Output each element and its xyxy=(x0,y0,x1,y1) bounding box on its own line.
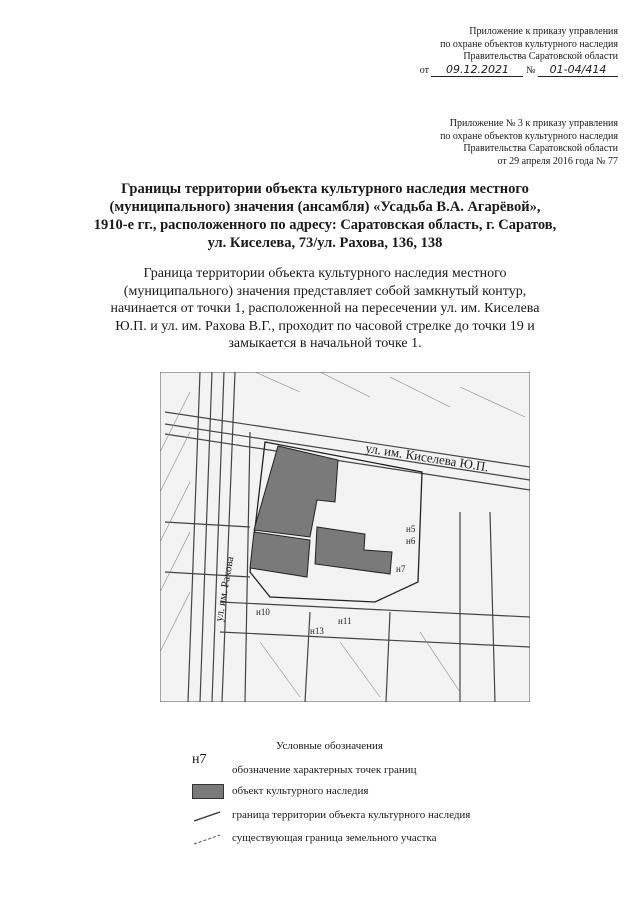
legend-item-territory-boundary xyxy=(192,806,592,824)
header-annex-line4: от 29 апреля 2016 года № 77 xyxy=(497,155,618,167)
legend-label: обозначение характерных точек границ xyxy=(232,764,417,776)
intro-line: замыкается в начальной точке 1. xyxy=(228,336,422,351)
intro-line: Ю.П. и ул. им. Рахова В.Г., проходит по часовой стрелке до точки 19 и xyxy=(115,318,535,334)
intro-line: (муниципального) значения представляет собой замкнутый контур, xyxy=(123,283,527,299)
boundary-map xyxy=(160,372,530,702)
intro-line: начинается от точки 1, расположенной на пересечении ул. им. Киселева xyxy=(110,301,540,316)
legend-line-symbol xyxy=(192,832,222,846)
point-label: н6 xyxy=(406,536,416,546)
order-number: 01-04/414 xyxy=(538,64,618,78)
title-line: (муниципального) значения (ансамбля) «Усадьба В.А. Агарёвой», xyxy=(109,199,541,215)
header-annex-line1: Приложение № 3 к приказу управления xyxy=(449,118,618,129)
point-label: н7 xyxy=(396,564,406,574)
legend-title: Условные обозначения xyxy=(276,740,383,752)
legend-label: граница территории объекта культурного наследия xyxy=(232,809,471,821)
document-title xyxy=(70,180,580,252)
header-annex-line2: по охране объектов культурного наследия xyxy=(440,130,618,142)
point-label: н13 xyxy=(310,626,324,636)
header-top-line2: по охране объектов культурного наследия xyxy=(440,38,618,50)
legend-fill-swatch xyxy=(192,784,224,799)
legend-item-parcel-boundary xyxy=(192,829,592,847)
point-label: н5 xyxy=(406,524,416,534)
legend-label: объект культурного наследия xyxy=(232,785,369,797)
title-line: Границы территории объекта культурного наследия местного xyxy=(121,181,529,197)
street-label-rakhova: ул. им. Рахова xyxy=(213,555,237,623)
legend-line-symbol xyxy=(192,809,222,823)
header-top xyxy=(420,26,618,77)
title-line: 1910-е гг., расположенного по адресу: Саратовская область, г. Саратов, xyxy=(93,217,557,233)
number-label: № xyxy=(525,64,536,76)
legend-label: существующая граница земельного участка xyxy=(232,832,437,844)
header-top-line3: Правительства Саратовской области xyxy=(463,51,618,62)
street-label-kiseleva: ул. им. Киселева Ю.П. xyxy=(364,440,490,475)
header-top-date-row xyxy=(420,64,618,78)
order-date: 09.12.2021 xyxy=(431,64,523,78)
intro-line: Граница территории объекта культурного наследия местного xyxy=(143,266,507,281)
point-label: н11 xyxy=(338,616,352,626)
point-label: н10 xyxy=(256,607,270,617)
legend-item-object xyxy=(192,782,592,800)
from-label: от xyxy=(419,64,429,76)
header-annex-line3: Правительства Саратовской области xyxy=(463,143,618,154)
header-annex xyxy=(440,118,618,168)
legend-item-points xyxy=(192,752,592,778)
title-line: ул. Киселева, 73/ул. Рахова, 136, 138 xyxy=(207,235,443,251)
intro-paragraph xyxy=(90,265,560,353)
header-top-line1: Приложение к приказу управления xyxy=(469,26,618,37)
legend-point-symbol: н7 xyxy=(192,752,207,767)
